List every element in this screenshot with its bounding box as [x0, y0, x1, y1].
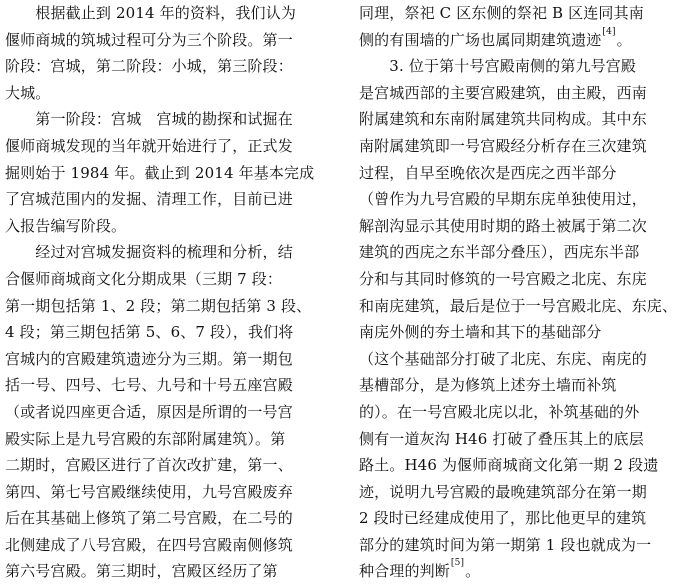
- line-punctuation: 。: [465, 562, 481, 581]
- text-line: 根据截止到 2014 年的资料，我们认为: [5, 4, 297, 22]
- text-line: 入报告编写阶段。: [5, 216, 127, 235]
- text-line: 4 段；第三期包括第 5、6、7 段），我们将: [5, 323, 294, 342]
- text-line: 第四、第七号宫殿继续使用，九号宫殿废弃: [5, 482, 293, 501]
- text-line: 二期时，宫殿区进行了首次改扩建，第一、: [5, 456, 293, 475]
- line-text: 和南庑建筑，最后是位于一号宫殿北庑、东庑、: [359, 296, 678, 315]
- text-line: [359, 239, 679, 266]
- text-line: [359, 266, 679, 293]
- text-line: [359, 0, 679, 27]
- line-text: 过程，自早至晚依次是西庑之西半部分: [359, 163, 617, 182]
- line-text: 基槽部分，是为修筑上述夯土墙而补筑: [359, 376, 617, 395]
- line-text: 的）。在一号宫殿北庑以北，补筑基础的外: [359, 402, 640, 421]
- text-line: 括一号、四号、七号、九号和十号五座宫殿: [5, 376, 293, 395]
- text-line: 大城。: [5, 83, 51, 102]
- line-text: 南附属建筑即一号宫殿经分析存在三次建筑: [359, 136, 647, 155]
- text-line: [359, 186, 679, 213]
- citation-reference: [4]: [602, 26, 616, 37]
- text-line: [359, 53, 679, 80]
- text-line: 经过对宫城发掘资料的梳理和分析，结: [5, 243, 293, 262]
- line-text: 解剖沟显示其使用时期的路土被属于第二次: [359, 216, 647, 235]
- text-line: [359, 452, 679, 479]
- line-text: 侧有一道灰沟 H46 打破了叠压其上的底层: [359, 429, 644, 448]
- text-line: [359, 558, 679, 585]
- left-text-column: [5, 0, 333, 585]
- text-line: [359, 133, 679, 160]
- text-line: 宫城内的宫殿建筑遗迹分为三期。第一期包: [5, 349, 293, 368]
- line-text: 迹，说明九号宫殿的最晚建筑部分在第一期: [359, 482, 647, 501]
- line-text: 种合理的判断: [359, 562, 450, 581]
- text-line: 合偃师商城商文化分期成果（三期 7 段：: [5, 269, 283, 288]
- text-line: （或者说四座更合适，原因是所谓的一号宫: [5, 402, 293, 421]
- text-line: [359, 532, 679, 559]
- line-text: 是宫城西部的主要宫殿建筑，由主殿，西南: [359, 83, 647, 102]
- text-line: 后在其基础上修筑了第二号宫殿，在二号的: [5, 509, 293, 528]
- line-text: 南庑外侧的夯土墙和其下的基础部分: [359, 323, 602, 342]
- text-line: [359, 106, 679, 133]
- text-line: [359, 160, 679, 187]
- text-line: [359, 505, 679, 532]
- text-line: [359, 319, 679, 346]
- text-line: 第一期包括第 1、2 段；第二期包括第 3 段、: [5, 296, 312, 315]
- text-line: 殿实际上是九号宫殿的东部附属建筑）。第: [5, 429, 286, 448]
- text-line: 偃师商城发现的当年就开始进行了，正式发: [5, 136, 293, 155]
- text-line: 北侧建成了八号宫殿，在四号宫殿南侧修筑: [5, 535, 293, 554]
- text-line: [359, 27, 679, 54]
- text-line: 掘则始于 1984 年。截止到 2014 年基本完成: [5, 163, 315, 182]
- line-text: 附属建筑和东南附属建筑共同构成。其中东: [359, 110, 647, 129]
- line-text: （曾作为九号宫殿的早期东庑单独使用过，: [359, 190, 647, 209]
- line-text: 建筑的西庑之东半部分叠压），西庑东半部: [359, 243, 640, 262]
- right-text-column: [359, 0, 679, 585]
- citation-reference: [5]: [450, 558, 465, 569]
- text-line: [359, 372, 679, 399]
- text-line: [359, 426, 679, 453]
- text-line: [359, 479, 679, 506]
- line-text: 同理，祭祀 C 区东侧的祭祀 B 区连同其南: [359, 4, 644, 22]
- text-line: 了宫城范围内的发掘、清理工作，目前已进: [5, 190, 293, 209]
- line-text: 3. 位于第十号宫殿南侧的第九号宫殿: [359, 57, 637, 76]
- text-line: 第一阶段：宫城 宫城的勘探和试掘在: [5, 110, 293, 129]
- line-text: 分和与其同时修筑的一号宫殿之北庑、东庑: [359, 269, 647, 288]
- text-line: 第六号宫殿。第三期时，宫殿区经历了第: [5, 562, 278, 581]
- line-text: 路土。H46 为偃师商城商文化第一期 2 段遗: [359, 456, 659, 475]
- text-line: [359, 293, 679, 320]
- line-punctuation: 。: [616, 30, 632, 49]
- line-text: 2 段时已经建成使用了，那比他更早的建筑: [359, 509, 647, 528]
- line-text: 部分的建筑时间为第一期第 1 段也就成为一: [359, 535, 652, 554]
- text-line: [359, 399, 679, 426]
- text-line: 偃师商城的筑城过程可分为三个阶段。第一: [5, 30, 293, 49]
- text-line: [359, 213, 679, 240]
- line-text: 侧的有围墙的广场也属同期建筑遗迹: [359, 30, 602, 49]
- text-line: [359, 80, 679, 107]
- line-text: （这个基础部分打破了北庑、东庑、南庑的: [359, 349, 647, 368]
- text-line: 阶段：宫城，第二阶段：小城，第三阶段：: [5, 57, 293, 76]
- text-line: [359, 346, 679, 373]
